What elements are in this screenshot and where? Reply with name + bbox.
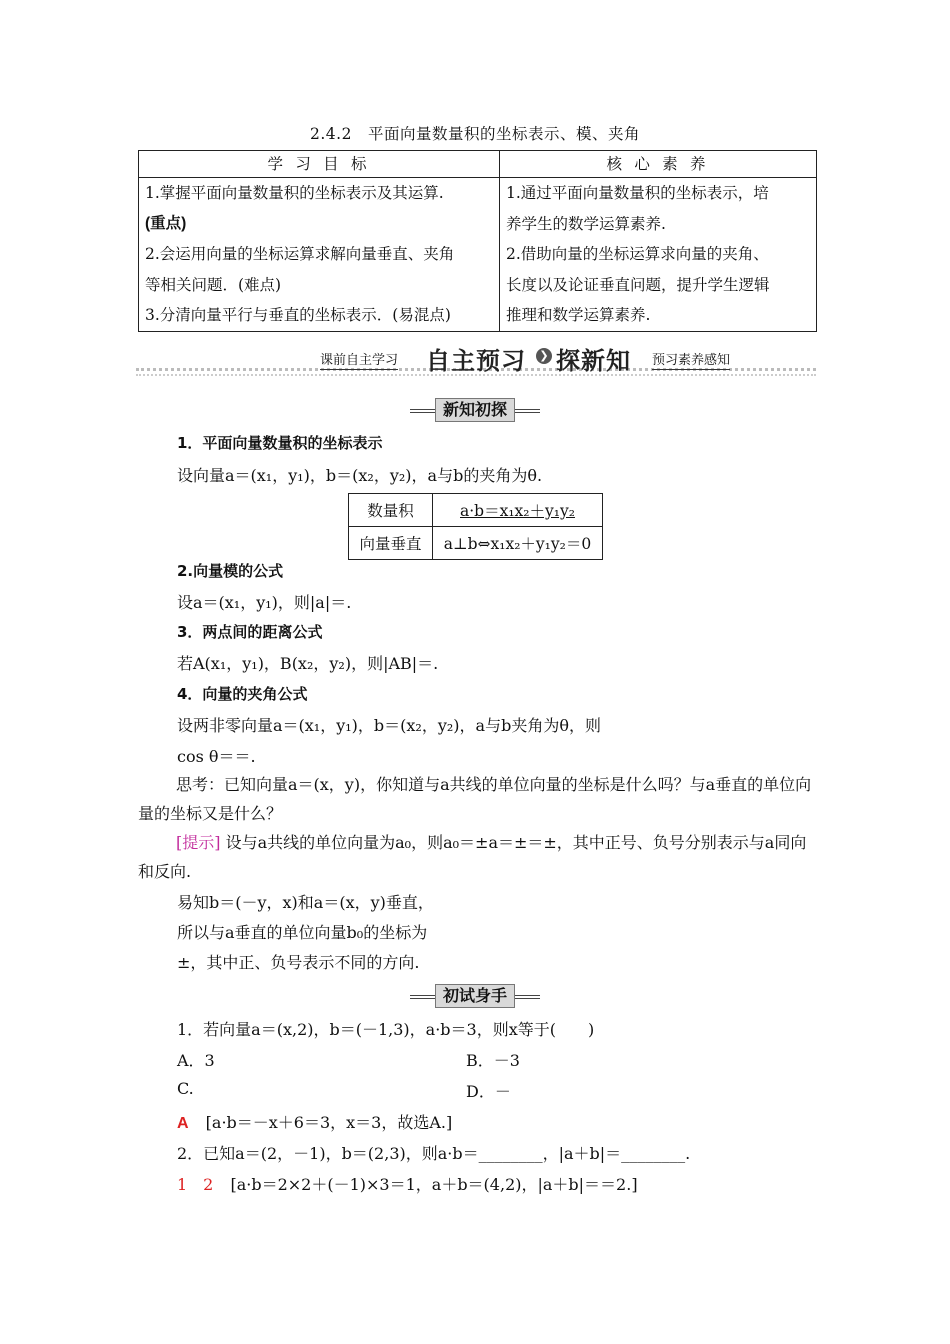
- option-b: B．－3: [466, 1051, 520, 1070]
- literacy-line: 长度以及论证垂直问题，提升学生逻辑: [506, 275, 770, 294]
- literacy-line: 1.通过平面向量数量积的坐标表示，培: [506, 184, 769, 202]
- tag-label: 新知初探: [435, 398, 515, 422]
- heading-distance: 3．两点间的距离公式: [177, 623, 323, 641]
- formula-table: [348, 493, 603, 560]
- goals-cell: [139, 178, 500, 332]
- question-1: 1．若向量a＝(x,2)，b＝(－1,3)，a·b＝3，则x等于( ): [177, 1020, 595, 1039]
- text-distance: 若A(x₁，y₁)，B(x₂，y₂)，则|AB|＝.: [177, 654, 439, 673]
- page-title: 2.4.2 平面向量数量积的坐标表示、模、夹角: [310, 125, 640, 143]
- literacy-cell: [500, 178, 817, 332]
- option-c: C.: [177, 1079, 194, 1098]
- banner-title-2: 探新知: [556, 347, 631, 375]
- heading-dot-product: 1．平面向量数量积的坐标表示: [177, 434, 383, 452]
- banner-right-label: 预习素养感知: [652, 349, 730, 370]
- heading-magnitude: 2.向量模的公式: [177, 562, 284, 580]
- solution-text: [a·b＝－x＋6＝3，x＝3，故选A.]: [205, 1113, 453, 1132]
- option-d: D．－: [466, 1082, 511, 1101]
- question-2: 2．已知a＝(2，－1)，b＝(2,3)，则a·b＝________，|a＋b|＝________.: [177, 1144, 691, 1163]
- option-a: A．3: [177, 1051, 215, 1070]
- tag-label: 初试身手: [435, 984, 515, 1008]
- hint-paragraph: [138, 828, 816, 886]
- heading-angle: 4．向量的夹角公式: [177, 685, 308, 703]
- answer-1: [177, 1110, 452, 1133]
- goal-line: 1.掌握平面向量数量积的坐标表示及其运算.: [145, 184, 444, 202]
- hint-line: 易知b＝(－y，x)和a＝(x，y)垂直，: [177, 893, 434, 912]
- text-magnitude: 设a＝(x₁，y₁)，则|a|＝.: [177, 593, 352, 612]
- literacy-line: 2.借助向量的坐标运算求向量的夹角、: [506, 245, 769, 263]
- answer-letter: A: [177, 1115, 189, 1132]
- goals-header: 学 习 目 标: [139, 151, 500, 178]
- hint-text: 设与a共线的单位向量为a₀，则a₀＝±a＝±＝±，其中正号、负号分别表示与a同向和反向.: [138, 833, 807, 881]
- answer-2: [177, 1172, 638, 1195]
- section-tag-try: [410, 984, 540, 1008]
- hint-label: [提示]: [176, 833, 221, 852]
- goal-line: (重点): [145, 214, 187, 232]
- formula-label: 数量积: [349, 494, 433, 527]
- text-cos: cos θ＝＝.: [177, 747, 256, 766]
- section-tag-new-knowledge: [410, 398, 540, 422]
- banner-left-label: 课前自主学习: [320, 349, 398, 370]
- text-vectors-def: 设向量a＝(x₁，y₁)，b＝(x₂，y₂)，a与b的夹角为θ.: [177, 466, 543, 485]
- learning-goals-table: [138, 150, 817, 332]
- goal-line: 等相关问题．(难点): [145, 275, 282, 294]
- formula-value: a·b＝x₁x₂＋y₁y₂: [433, 494, 603, 527]
- text-angle: 设两非零向量a＝(x₁，y₁)，b＝(x₂，y₂)，a与b夹角为θ，则: [177, 716, 601, 735]
- banner-title-1: 自主预习: [426, 347, 526, 375]
- goal-line: 2.会运用向量的坐标运算求解向量垂直、夹角: [145, 245, 455, 263]
- literacy-header: 核 心 素 养: [500, 151, 817, 178]
- answer-values: 1 2: [177, 1175, 214, 1194]
- hint-line: ±，其中正、负号表示不同的方向.: [177, 953, 420, 972]
- chevron-right-icon: ❯: [536, 348, 552, 364]
- literacy-line: 推理和数学运算素养.: [506, 306, 651, 324]
- hint-line: 所以与a垂直的单位向量b₀的坐标为: [177, 923, 428, 942]
- literacy-line: 养学生的数学运算素养.: [506, 214, 666, 233]
- formula-label: 向量垂直: [349, 527, 433, 560]
- think-question: 思考：已知向量a＝(x，y)，你知道与a共线的单位向量的坐标是什么吗？与a垂直的单位向量的坐标又是什么？: [138, 775, 812, 823]
- section-banner: [136, 343, 816, 375]
- solution-text: [a·b＝2×2＋(－1)×3＝1，a＋b＝(4,2)，|a＋b|＝＝2.]: [230, 1175, 638, 1194]
- goal-line: 3.分清向量平行与垂直的坐标表示．(易混点): [145, 306, 451, 324]
- formula-value: a⊥b⇔x₁x₂＋y₁y₂＝0: [433, 527, 603, 560]
